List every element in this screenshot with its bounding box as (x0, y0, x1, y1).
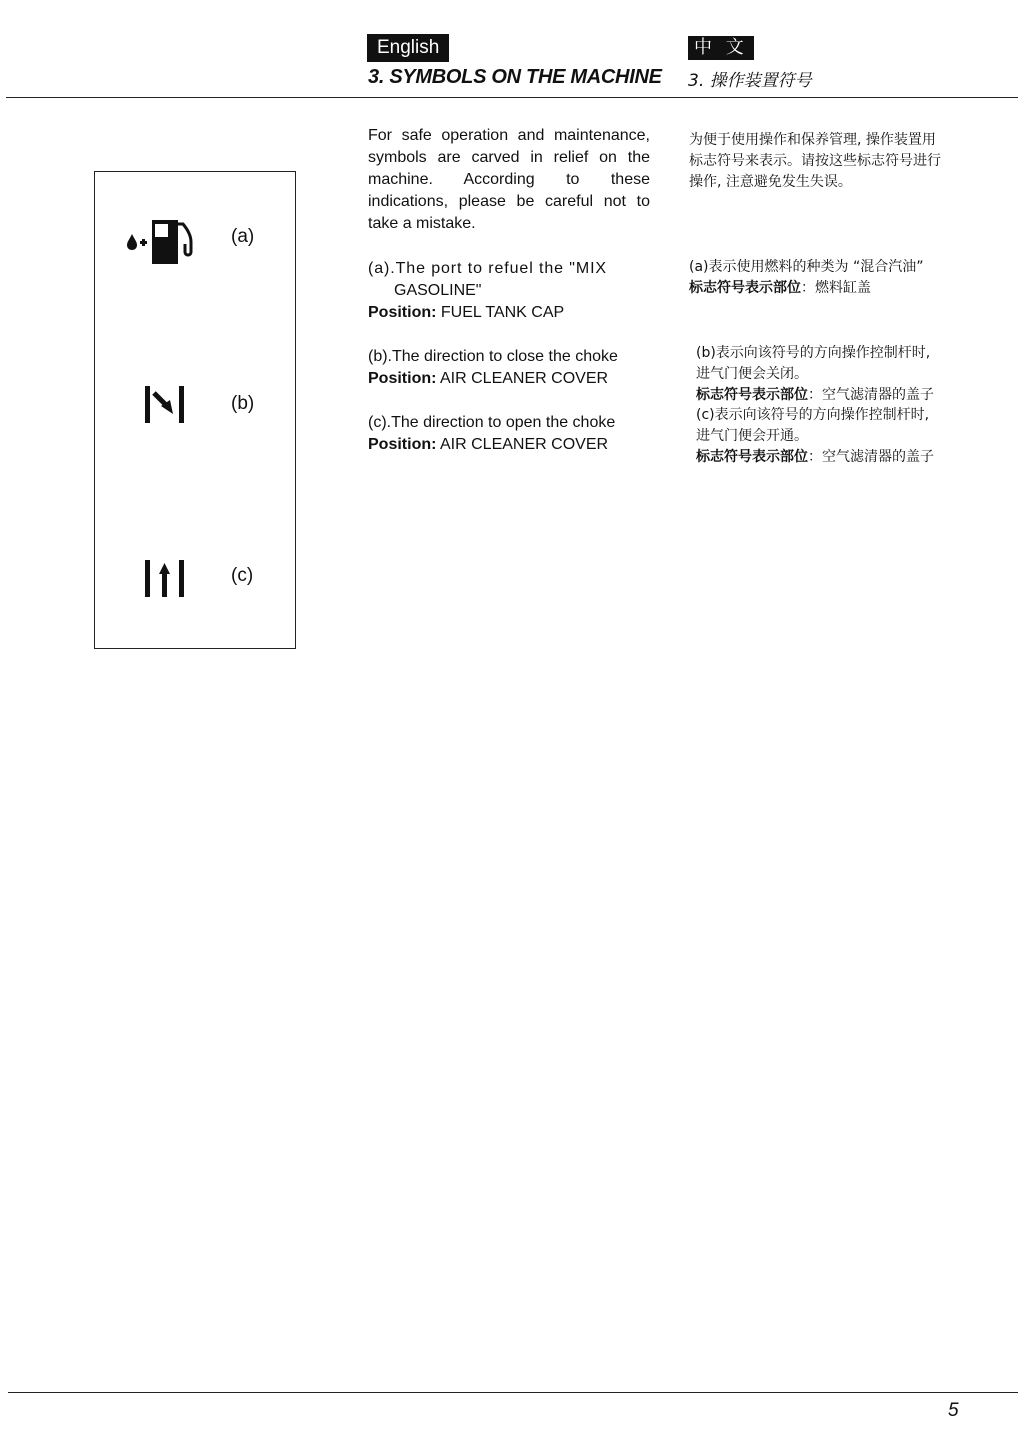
language-tag-chinese: 中 文 (688, 36, 754, 60)
item-a-english (368, 258, 650, 324)
section-title-english: 3. SYMBOLS ON THE MACHINE (368, 66, 662, 88)
position-label: Position: (368, 370, 437, 387)
symbol-label-b: (b) (231, 393, 255, 414)
position-value: ：燃料缸盖 (801, 280, 871, 296)
intro-line: 操作, 注意避免发生失误。 (689, 174, 852, 190)
item-b-chinese (696, 343, 981, 406)
footer-divider (8, 1392, 1018, 1393)
item-c-chinese (696, 405, 981, 468)
position-label: 标志符号表示部位 (696, 449, 808, 465)
choke-close-icon (143, 384, 189, 426)
item-b-line1: (b).The direction to close the choke (368, 348, 618, 365)
intro-paragraph-chinese (689, 130, 974, 193)
header-divider (6, 97, 1018, 98)
item-c-line1: (c).The direction to open the choke (368, 414, 616, 431)
item-c-english (368, 412, 650, 456)
position-value: AIR CLEANER COVER (436, 370, 609, 387)
item-a-position (368, 302, 650, 324)
intro-line: 标志符号来表示。请按这些标志符号进行 (689, 153, 941, 169)
item-a-line1: (a).The port to refuel the "MIX (368, 260, 608, 277)
item-c-position (696, 447, 981, 468)
page-number: 5 (948, 1400, 959, 1421)
language-tag-english: English (367, 34, 449, 62)
choke-open-icon (143, 558, 189, 600)
fuel-mix-icon (123, 214, 197, 266)
item-b-position (696, 385, 981, 406)
item-c-line2: 进气门便会开通。 (696, 428, 808, 444)
item-a-line1: (a)表示使用燃料的种类为 “混合汽油” (689, 259, 924, 275)
item-a-chinese (689, 257, 974, 299)
item-c-line1: (c)表示向该符号的方向操作控制杆时, (696, 407, 930, 423)
symbols-panel (94, 171, 296, 649)
section-title-chinese: 3. 操作装置符号 (688, 71, 812, 91)
item-b-line1: (b)表示向该符号的方向操作控制杆时, (696, 345, 931, 361)
item-a-line2: GASOLINE" (394, 282, 482, 299)
intro-paragraph-english: For safe operation and maintenance, symbols are carved in relief on the machine. According to these indications, please be careful not to take a mistake. (368, 127, 650, 232)
position-value: ：空气滤清器的盖子 (808, 449, 934, 465)
item-a-position (689, 278, 974, 299)
item-b-position (368, 368, 650, 390)
item-b-line2: 进气门便会关闭。 (696, 366, 808, 382)
item-c-position (368, 434, 650, 456)
position-value: FUEL TANK CAP (436, 304, 565, 321)
position-label: Position: (368, 436, 437, 453)
position-value: ：空气滤清器的盖子 (808, 387, 934, 403)
symbol-label-a: (a) (231, 226, 255, 247)
item-b-english (368, 346, 650, 390)
symbol-label-c: (c) (231, 565, 254, 586)
intro-line: 为便于使用操作和保养管理, 操作装置用 (689, 132, 936, 148)
position-value: AIR CLEANER COVER (436, 436, 609, 453)
position-label: Position: (368, 304, 437, 321)
position-label: 标志符号表示部位 (696, 387, 808, 403)
position-label: 标志符号表示部位 (689, 280, 801, 296)
